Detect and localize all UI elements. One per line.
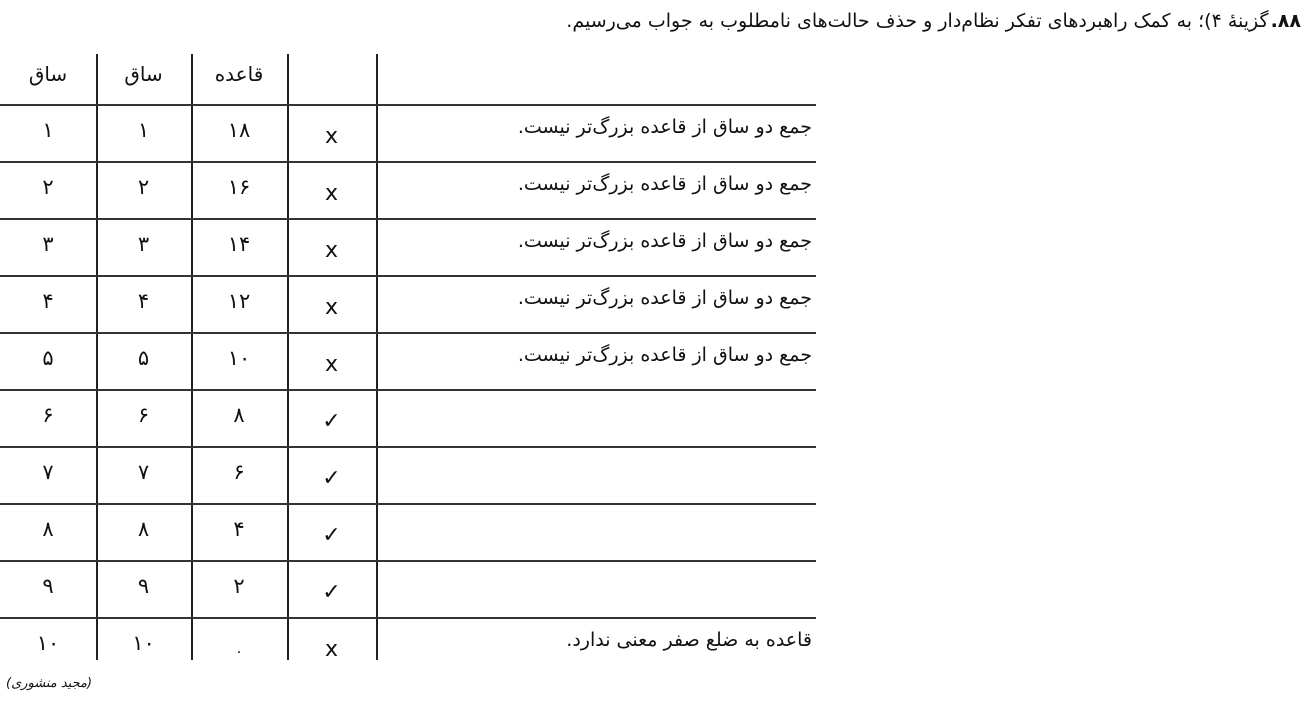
cell-leg2: ۶ (137, 403, 150, 427)
author-credit: (مجید منشوری) (6, 676, 93, 691)
cell-leg1: ۱۰ (36, 631, 60, 655)
cell-mark: ✓ (322, 580, 341, 605)
row-divider (0, 104, 816, 106)
cell-note: قاعده به ضلع صفر معنی ندارد. (566, 629, 812, 651)
cell-base: ۴ (233, 517, 245, 541)
cell-leg2: ۷ (137, 460, 150, 484)
row-divider (0, 275, 816, 277)
row-divider (0, 503, 816, 505)
question-heading (566, 10, 1301, 32)
cell-leg1: ۴ (42, 289, 54, 313)
cell-mark: x (324, 124, 339, 149)
cell-note: جمع دو ساق از قاعده بزرگ‌تر نیست. (517, 173, 812, 195)
row-divider (0, 218, 816, 220)
question-text: گزینهٔ ۴)؛ به کمک راهبردهای تفکر نظام‌دار و حذف حالت‌های نامطلوب به جواب می‌رسیم. (566, 10, 1269, 32)
row-divider (0, 446, 816, 448)
cell-base: ۱۶ (227, 175, 251, 199)
cell-mark: x (324, 352, 339, 377)
cell-leg2: ۱ (137, 118, 150, 142)
row-divider (0, 617, 816, 619)
cell-base: ۱۸ (227, 118, 251, 142)
cell-mark: x (324, 295, 339, 320)
cell-leg1: ۸ (42, 517, 54, 541)
cell-leg1: ۵ (42, 346, 54, 370)
row-divider (0, 332, 816, 334)
cell-base: ۰ (235, 644, 243, 660)
answer-table (0, 54, 820, 660)
cell-note: جمع دو ساق از قاعده بزرگ‌تر نیست. (517, 230, 812, 252)
row-divider (0, 389, 816, 391)
cell-leg2: ۹ (137, 574, 150, 598)
cell-note: جمع دو ساق از قاعده بزرگ‌تر نیست. (517, 287, 812, 309)
row-divider (0, 560, 816, 562)
cell-base: ۱۴ (227, 232, 251, 256)
cell-leg1: ۱ (42, 118, 54, 142)
cell-base: ۸ (233, 403, 245, 427)
cell-leg1: ۷ (42, 460, 54, 484)
cell-leg1: ۶ (42, 403, 54, 427)
column-divider (376, 54, 378, 660)
cell-mark: ✓ (322, 409, 341, 434)
cell-note: جمع دو ساق از قاعده بزرگ‌تر نیست. (517, 116, 812, 138)
row-divider (0, 161, 816, 163)
cell-mark: x (324, 238, 339, 263)
cell-leg2: ۲ (137, 175, 150, 199)
cell-mark: ✓ (322, 466, 341, 491)
header-base: قاعده (214, 62, 264, 86)
cell-leg2: ۸ (137, 517, 150, 541)
cell-leg1: ۲ (42, 175, 54, 199)
cell-mark: ✓ (322, 523, 341, 548)
header-leg2: ساق (124, 62, 163, 86)
cell-leg2: ۱۰ (132, 631, 155, 655)
cell-mark: x (324, 181, 339, 206)
cell-base: ۶ (233, 460, 245, 484)
cell-base: ۱۲ (227, 289, 251, 313)
cell-leg2: ۵ (137, 346, 150, 370)
cell-leg2: ۳ (137, 232, 150, 256)
cell-leg1: ۳ (42, 232, 54, 256)
cell-note: جمع دو ساق از قاعده بزرگ‌تر نیست. (517, 344, 812, 366)
cell-base: ۱۰ (227, 346, 251, 370)
cell-mark: x (324, 637, 339, 662)
cell-leg2: ۴ (137, 289, 150, 313)
question-number: ۸۸. (1270, 10, 1301, 32)
header-leg1: ساق (28, 62, 68, 86)
cell-base: ۲ (233, 574, 245, 598)
cell-leg1: ۹ (42, 574, 54, 598)
